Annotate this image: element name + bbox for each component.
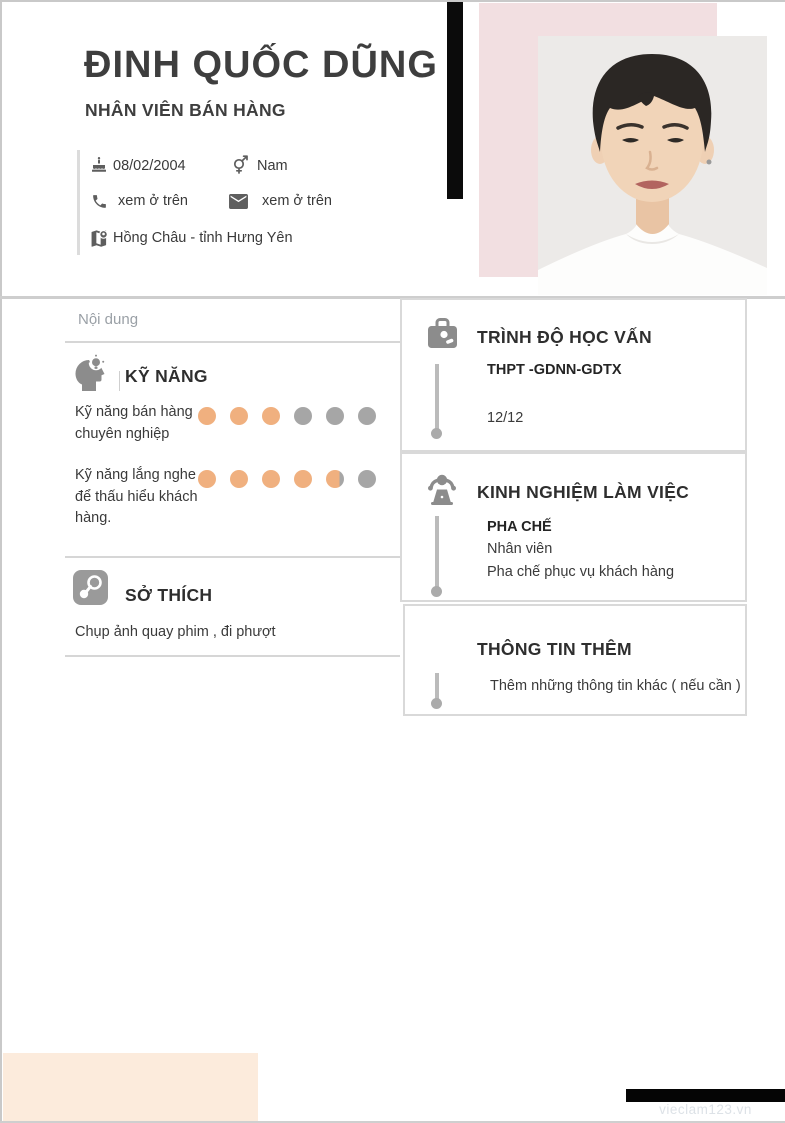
address-value: Hồng Châu - tỉnh Hưng Yên xyxy=(113,230,293,246)
mail-icon xyxy=(229,194,248,214)
timeline-line xyxy=(435,516,439,588)
decor-black-bar xyxy=(447,2,463,199)
divider xyxy=(65,341,400,343)
timeline-line xyxy=(435,673,439,701)
additional-info-box xyxy=(403,604,747,716)
content-placeholder[interactable]: Nội dung xyxy=(78,311,139,328)
phone-value: xem ở trên xyxy=(118,193,188,209)
experience-company: PHA CHẾ xyxy=(487,519,552,535)
education-detail: 12/12 xyxy=(487,410,524,426)
skill-rating xyxy=(198,465,376,530)
skill-dot xyxy=(230,407,248,425)
additional-info-heading: THÔNG TIN THÊM xyxy=(477,639,632,659)
hobbies-heading: SỞ THÍCH xyxy=(125,585,213,605)
contact-accent-line xyxy=(77,150,80,255)
skill-dot xyxy=(230,470,248,488)
timeline-dot xyxy=(431,698,442,709)
skill-dot xyxy=(262,407,280,425)
skill-dot xyxy=(294,470,312,488)
gender-value: Nam xyxy=(257,158,288,174)
decor-peach-block xyxy=(3,1053,258,1121)
education-briefcase-icon xyxy=(426,317,459,357)
additional-info-text: Thêm những thông tin khác ( nếu cần ) xyxy=(490,678,741,694)
job-title: NHÂN VIÊN BÁN HÀNG xyxy=(85,100,286,120)
birthday-value: 08/02/2004 xyxy=(113,158,186,174)
skill-dot xyxy=(326,470,344,488)
timeline-dot xyxy=(431,428,442,439)
birthday-cake-icon xyxy=(90,156,108,179)
skill-dot xyxy=(262,470,280,488)
skill-rating xyxy=(198,402,376,445)
experience-role: Nhân viên xyxy=(487,541,553,557)
profile-photo xyxy=(538,36,767,295)
page-border-top xyxy=(0,0,785,2)
skill-label: Kỹ năng lắng nghe để thấu hiểu khách hàng. xyxy=(75,467,198,526)
skill-dot xyxy=(326,407,344,425)
skill-label: Kỹ năng bán hàng chuyên nghiệp xyxy=(75,404,193,442)
decor-black-bar-footer xyxy=(626,1089,785,1102)
watermark: vieclam123.vn xyxy=(659,1102,752,1117)
hobby-icon xyxy=(73,570,108,610)
skill-dot xyxy=(294,407,312,425)
skill-dot xyxy=(198,407,216,425)
phone-icon xyxy=(91,193,108,215)
hobbies-text: Chụp ảnh quay phim , đi phượt xyxy=(75,624,276,640)
skills-icon xyxy=(72,354,112,399)
divider xyxy=(65,556,400,558)
skill-row xyxy=(75,402,390,445)
skill-dot xyxy=(198,470,216,488)
skills-list xyxy=(75,402,390,550)
gender-icon xyxy=(231,155,250,180)
timeline-dot xyxy=(431,586,442,597)
education-school: THPT -GDNN-GDTX xyxy=(487,362,622,378)
divider xyxy=(65,655,400,657)
skill-dot xyxy=(358,470,376,488)
heading-separator xyxy=(119,371,120,391)
timeline-line xyxy=(435,364,439,430)
candidate-name: ĐINH QUỐC DŨNG xyxy=(84,44,438,86)
experience-person-icon xyxy=(424,473,460,511)
skill-dot xyxy=(358,407,376,425)
skills-heading: KỸ NĂNG xyxy=(125,366,208,386)
education-heading: TRÌNH ĐỘ HỌC VẤN xyxy=(477,327,652,347)
experience-description: Pha chế phục vụ khách hàng xyxy=(487,564,675,580)
skill-row xyxy=(75,465,390,530)
experience-heading: KINH NGHIỆM LÀM VIỆC xyxy=(477,482,690,502)
email-value: xem ở trên xyxy=(262,193,332,209)
portrait-illustration xyxy=(538,36,767,295)
page-border-left xyxy=(0,0,2,1123)
map-pin-icon xyxy=(89,229,109,253)
